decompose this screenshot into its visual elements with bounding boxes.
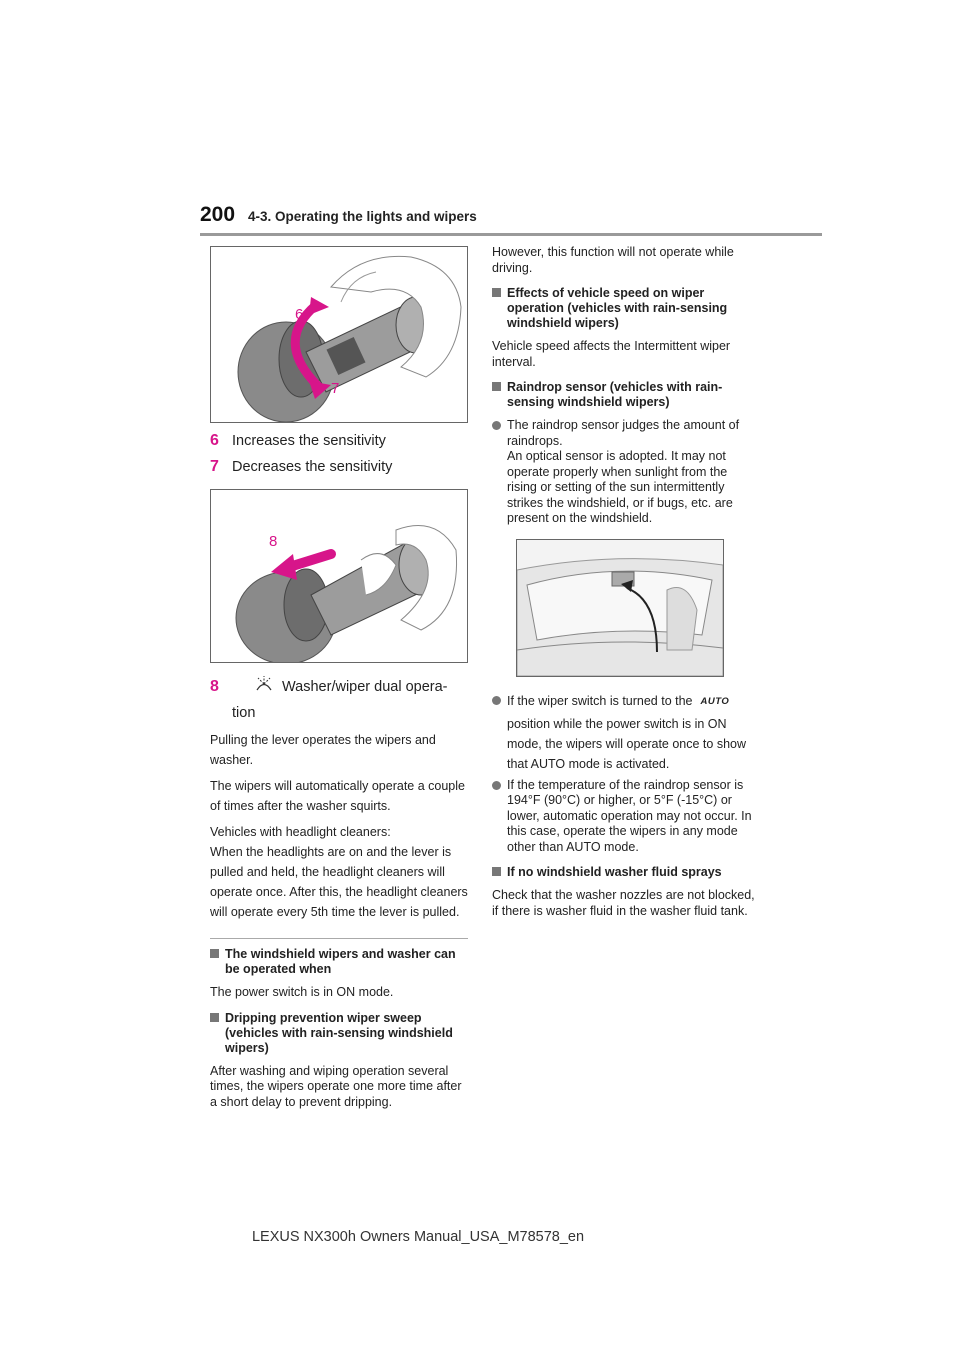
paragraph-pulling-lever: Pulling the lever operates the wipers and washer. [210, 733, 436, 767]
paragraph-headlight-cleaners: When the headlights are on and the lever is pulled and held, the headlight cleaners will operate once. After this, the headlight cleaners will operate every 5th time the lever is pulled. [210, 845, 468, 919]
paragraph-dripping-prevention: After washing and wiping operation several times, the wipers operate one more time after a short delay to prevent dripping. [210, 1063, 462, 1109]
header-rule [200, 233, 822, 236]
heading-square-icon [210, 949, 219, 958]
step-6 [210, 432, 468, 450]
bullet-auto-position [492, 691, 760, 774]
page-header [0, 0, 960, 240]
paragraph-vehicle-speed: Vehicle speed affects the Intermittent wiper interval. [492, 339, 731, 369]
footer-manual-id: LEXUS NX300h Owners Manual_USA_M78578_en [251, 1229, 585, 1245]
heading-dripping-prevention: Dripping prevention wiper sweep (vehicles with rain-sensing windshield wipers) [210, 1011, 468, 1056]
heading-no-washer-fluid: If no windshield washer fluid sprays [492, 865, 760, 880]
heading-square-icon [492, 382, 501, 391]
heading-square-icon [210, 1013, 219, 1022]
bullet-dot-icon [492, 781, 501, 790]
figure-raindrop-sensor [516, 539, 724, 677]
heading-square-icon [492, 288, 501, 297]
figure-label-6: 6 [295, 306, 304, 323]
auto-switch-icon: AUTO [700, 695, 730, 707]
figure-label-8: 8 [269, 533, 278, 550]
bullet-temperature-text: If the temperature of the raindrop sensor is 194°F (90°C) or higher, or 5°F (-15°C) or lower, automatic operation may not occur. In this case, operate the wipers in any mode other than AUTO mode. [507, 777, 752, 854]
bullet-raindrop-sensor [492, 418, 760, 527]
bullet-auto-position-b: position while the power switch is in ON mode, the wipers will operate once to show that AUTO mode is activated. [507, 716, 747, 771]
step-7-text: Decreases the sensitivity [232, 459, 393, 475]
windshield-sensor-illustration [517, 540, 723, 676]
lever-pull-illustration [211, 490, 467, 662]
page-number: 200 [200, 203, 236, 226]
paragraph-headlight-cleaners-intro: Vehicles with headlight cleaners: [210, 825, 391, 839]
section-title: 4-3. Operating the lights and wipers [248, 209, 477, 224]
step-8-text: Washer/wiper dual opera- [282, 679, 448, 695]
heading-vehicle-speed: Effects of vehicle speed on wiper operation (vehicles with rain-sensing windshield wipers) [492, 286, 760, 331]
bullet-raindrop-sensor-a: The raindrop sensor judges the amount of raindrops. [507, 418, 740, 448]
heading-operated-when: The windshield wipers and washer can be operated when [210, 947, 468, 977]
paragraph-washer-nozzles: Check that the washer nozzles are not blocked, if there is washer fluid in the washer fluid tank. [492, 888, 755, 918]
paragraph-power-switch: The power switch is in ON mode. [210, 985, 394, 999]
left-column [210, 246, 468, 1116]
heading-raindrop-sensor: Raindrop sensor (vehicles with rain-sensing windshield wipers) [492, 380, 760, 410]
right-column [492, 245, 760, 925]
step-6-text: Increases the sensitivity [232, 433, 386, 449]
bullet-auto-position-a: If the wiper switch is turned to the [507, 693, 693, 708]
washer-spray-icon [254, 675, 274, 697]
bullet-dot-icon [492, 421, 501, 430]
step-8-text-continued: tion [232, 705, 256, 721]
lever-rotate-illustration [211, 247, 467, 422]
heading-square-icon [492, 867, 501, 876]
step-7-number: 7 [210, 458, 219, 475]
bullet-raindrop-sensor-b: An optical sensor is adopted. It may not operate properly when sunlight from the rising or setting of the sun intermittently strikes the windshield, or if bugs, etc. are present on the windshield. [507, 449, 733, 525]
bullet-temperature [492, 778, 760, 856]
step-8 [210, 675, 468, 697]
paragraph-auto-operate: The wipers will automatically operate a couple of times after the washer squirts. [210, 779, 465, 813]
figure-lever-rotate [210, 246, 468, 423]
step-7 [210, 458, 468, 476]
paragraph-not-while-driving: However, this function will not operate while driving. [492, 245, 734, 275]
page-footer [0, 1228, 960, 1246]
figure-lever-pull [210, 489, 468, 663]
section-divider [210, 938, 468, 939]
step-8-number: 8 [210, 678, 219, 695]
figure-label-7: 7 [331, 380, 340, 397]
step-6-number: 6 [210, 432, 219, 449]
bullet-dot-icon [492, 696, 501, 705]
